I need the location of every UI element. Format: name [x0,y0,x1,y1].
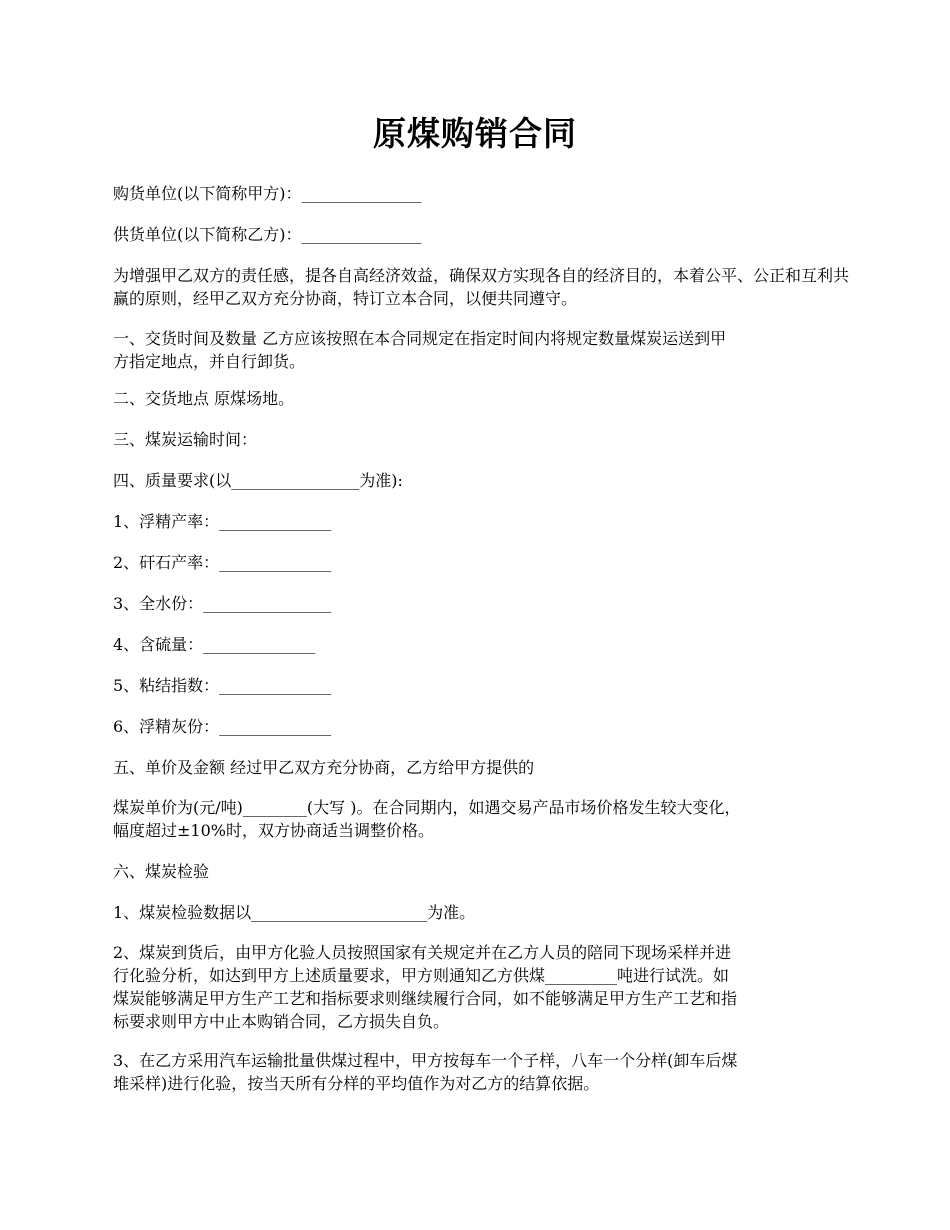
clause-transport-time: 三、煤炭运输时间： [113,430,258,449]
supplier-line: 供货单位(以下简称乙方)：_______________ [113,225,422,244]
quality-item: 4、含硫量：______________ [113,635,316,654]
quality-item: 2、矸石产率：______________ [113,553,332,572]
inspection-item: 2、煤炭到货后，由甲方化验人员按照国家有关规定并在乙方人员的陪同下现场采样并进 行化验分析，如达到甲方上述质量要求，甲方则通知乙方供煤_________吨进行试洗。如 煤炭能够满足甲方生产工艺和指标要求则继续履行合同，如不能够满足甲方生产工艺和指 标要求则甲方中止本购销合同，乙方损失自负。 [113,943,738,1031]
clause-delivery-time: 一、交货时间及数量 乙方应该按照在本合同规定在指定时间内将规定数量煤炭运送到甲 方指定地点，并自行卸货。 [113,329,727,371]
buyer-line: 购货单位(以下简称甲方)：_______________ [113,184,422,203]
preamble-paragraph: 为增强甲乙双方的责任感，提各自高经济效益，确保双方实现各自的经济目的，本着公平、公正和互利共赢的原则，经甲乙双方充分协商，特订立本合同，以便共同遵守。 [113,266,850,308]
quality-item: 3、全水份：________________ [113,594,332,613]
clause-inspection: 六、煤炭检验 [113,862,210,881]
quality-item: 6、浮精灰份：______________ [113,717,332,736]
clause-delivery-place: 二、交货地点 原煤场地。 [113,389,295,408]
clause-quality: 四、质量要求(以________________为准): [113,471,403,490]
price-detail: 煤炭单价为(元/吨)________(大写 )。在合同期内，如遇交易产品市场价格发生较大变化， 幅度超过±10%时，双方协商适当调整价格。 [113,798,741,840]
quality-item: 1、浮精产率：______________ [113,512,332,531]
inspection-item: 1、煤炭检验数据以______________________为准。 [113,903,476,922]
document-title: 原煤购销合同 [373,114,577,153]
clause-price: 五、单价及金额 经过甲乙双方充分协商，乙方给甲方提供的 [113,758,535,777]
quality-item: 5、粘结指数：______________ [113,676,332,695]
inspection-item: 3、在乙方采用汽车运输批量供煤过程中，甲方按每车一个子样，八车一个分样(卸车后煤 堆采样)进行化验，按当天所有分样的平均值作为对乙方的结算依据。 [113,1051,738,1093]
